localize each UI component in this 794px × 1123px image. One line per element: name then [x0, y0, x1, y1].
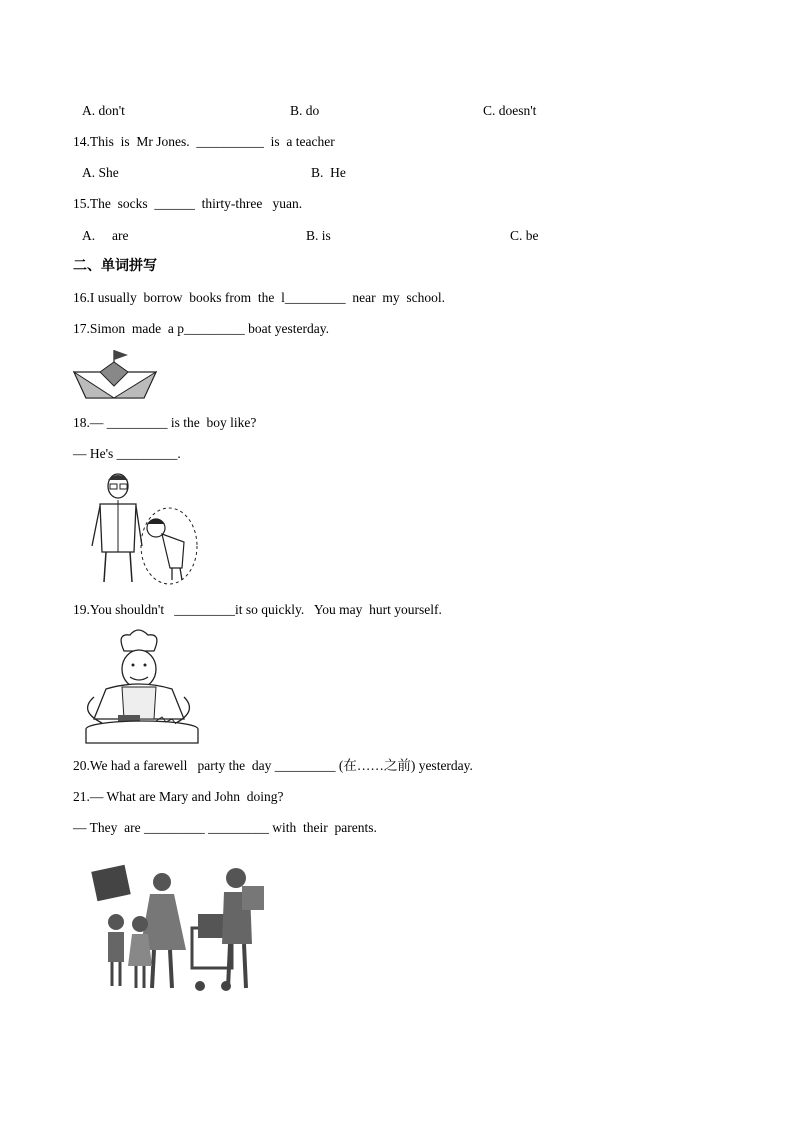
q13-option-c: C. doesn't: [483, 103, 537, 118]
q20-stem: 20.We had a farewell party the day _________ (在……之前) yesterday.: [73, 758, 473, 773]
q18-answer: — He's _________.: [73, 446, 181, 461]
q21-answer: — They are _________ _________ with their parents.: [73, 820, 377, 835]
q14-option-b: B. He: [311, 165, 346, 180]
chef-chopping-image: [72, 627, 206, 745]
family-shopping-image: [88, 862, 270, 1002]
q19-stem: 19.You shouldn't _________it so quickly. You may hurt yourself.: [73, 602, 442, 617]
q14-option-a: A. She: [82, 165, 119, 180]
section-2-title: 二、单词拼写: [73, 258, 157, 274]
q15-option-a: A. are: [82, 228, 129, 243]
q15-stem: 15.The socks ______ thirty-three yuan.: [73, 196, 303, 211]
q18-question: 18.— _________ is the boy like?: [73, 415, 257, 430]
q13-option-a: A. don't: [82, 103, 125, 118]
q16-stem: 16.I usually borrow books from the l_________ near my school.: [73, 290, 445, 305]
q15-option-c: C. be: [510, 228, 539, 243]
q14-stem: 14.This is Mr Jones. __________ is a teacher: [73, 134, 335, 149]
q17-stem: 17.Simon made a p_________ boat yesterday.: [73, 321, 329, 336]
q15-option-b: B. is: [306, 228, 331, 243]
q21-question: 21.— What are Mary and John doing?: [73, 789, 284, 804]
paper-boat-image: [72, 346, 158, 402]
q13-option-b: B. do: [290, 103, 320, 118]
tall-man-short-boy-image: [76, 472, 202, 586]
